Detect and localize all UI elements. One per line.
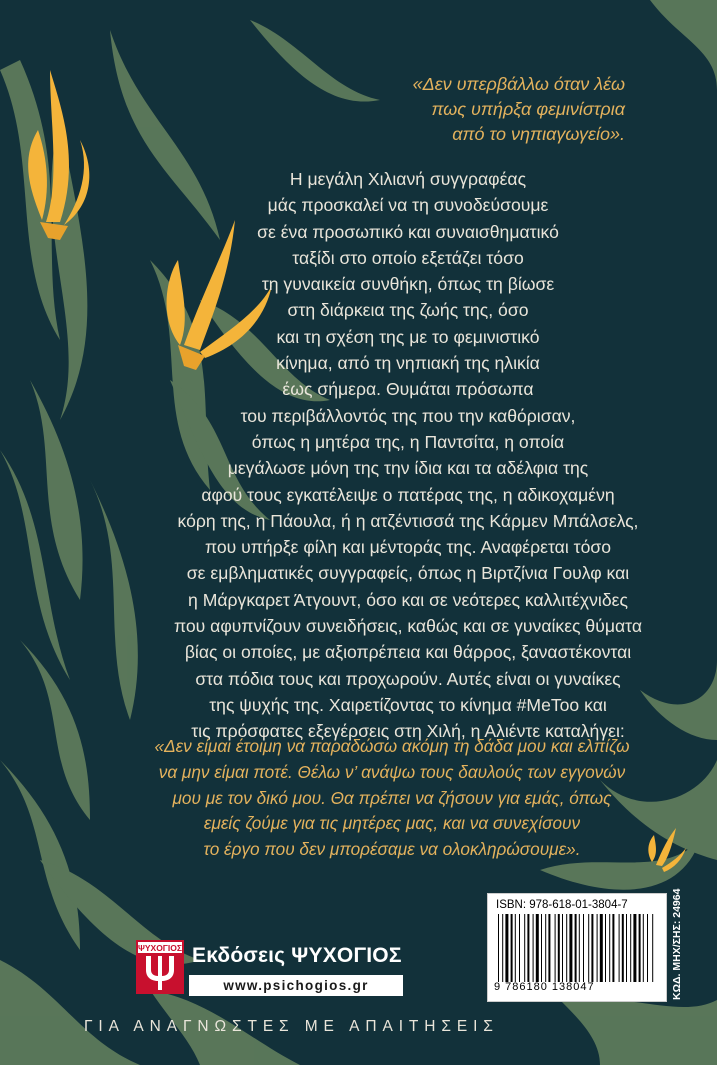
logo-text: ΨΥΧΟΓΙΟΣ — [137, 943, 183, 953]
blurb-line: η Μάργκαρετ Άτγουντ, όσο και σε νεότερες καλλιτέχνιδες — [188, 589, 628, 610]
barcode-digits: 9 786180 138047 — [494, 981, 595, 993]
top-quote-line: από το νηπιαγωγείο». — [452, 124, 625, 144]
blurb-line: μάς προσκαλεί να τη συνοδεύσουμε — [267, 195, 549, 216]
blurb-line: έως σήμερα. Θυμάται πρόσωπα — [282, 379, 534, 400]
bottom-quote — [92, 734, 692, 863]
blurb-line: βίας οι οποίες, με αξιοπρέπεια και θάρρος, ξαναστέκονται — [184, 642, 632, 663]
bottom-quote-line: μου με τον δικό μου. Θα πρέπει να ζήσουν για εμάς, όπως — [172, 787, 612, 808]
blurb-line: και τη σχέση της με το φεμινιστικό — [276, 326, 540, 347]
bottom-quote-line: «Δεν είμαι έτοιμη να παραδώσω ακόμη τη δάδα μου και ελπίζω — [154, 736, 630, 756]
blurb-line: αφού τους εγκατέλειψε ο πατέρας της, η αδικοχαμένη — [201, 484, 615, 505]
blurb-line: που αφυπνίζουν συνειδήσεις, καθώς και σε γυναίκες θύματα — [173, 616, 643, 637]
blurb-line: μεγάλωσε μόνη της την ίδια και τα αδέλφια της — [227, 458, 589, 479]
barcode-box — [487, 893, 667, 1002]
isbn-label: ISBN: 978-618-01-3804-7 — [496, 899, 628, 911]
blurb-text — [132, 166, 684, 745]
blurb-line: όπως η μητέρα της, η Παντσίτα, η οποία — [251, 431, 565, 452]
blurb-line: τη γυναικεία συνθήκη, όπως τη βίωσε — [261, 274, 555, 295]
blurb-line: στη διάρκεια της ζωής της, όσο — [287, 300, 529, 321]
top-quote-line: «Δεν υπερβάλλω όταν λέω — [412, 74, 625, 94]
top-quote — [413, 72, 625, 147]
product-code: ΚΩΔ. ΜΗΧ/ΣΗΣ: 24964 — [671, 888, 683, 1000]
psi-logo-icon — [136, 940, 184, 994]
blurb-line: Η μεγάλη Χιλιανή συγγραφέας — [289, 169, 527, 189]
blurb-line: στα πόδια τους και προχωρούν. Αυτές είναι οι γυναίκες — [195, 668, 621, 689]
blurb-line: τις πρόσφατες εξεγέρσεις στη Χιλή, η Αλιέντε καταλήγει: — [191, 721, 625, 742]
publisher-url[interactable]: www.psichogios.gr — [189, 975, 403, 996]
bottom-quote-line: να μην είμαι ποτέ. Θέλω ν’ ανάψω τους δαυλούς των εγγονών — [158, 761, 626, 782]
blurb-line: σε εμβληματικές συγγραφείς, όπως η Βιρτζίνια Γουλφ και — [186, 563, 630, 584]
publisher-name: Εκδόσεις ΨΥΧΟΓΙΟΣ — [192, 944, 402, 967]
blurb-line: της ψυχής της. Χαιρετίζοντας το κίνημα #MeToo και — [209, 694, 607, 715]
barcode-icon — [496, 914, 658, 982]
bottom-quote-line: εμείς ζούμε για τις μητέρες μας, και να συνεχίσουν — [203, 813, 581, 834]
blurb-line: κίνημα, από τη νηπιακή της ηλικία — [276, 353, 540, 374]
bottom-quote-line: το έργο που δεν μπορέσαμε να ολοκληρώσουμε». — [203, 839, 581, 860]
blurb-line: σε ένα προσωπικό και συναισθηματικό — [257, 221, 559, 242]
tagline: ΓΙΑ ΑΝΑΓΝΩΣΤΕΣ ΜΕ ΑΠΑΙΤΗΣΕΙΣ — [84, 1018, 499, 1035]
blurb-line: που υπήρξε φίλη και μέντοράς της. Αναφέρεται τόσο — [204, 537, 612, 558]
blurb-line: κόρη της, η Πάουλα, ή η ατζέντισσά της Κάρμεν Μπάλσελς, — [177, 510, 639, 531]
blurb-line: του περιβάλλοντός της που την καθόρισαν, — [240, 405, 576, 426]
top-quote-line: πως υπήρξα φεμινίστρια — [431, 99, 625, 119]
blurb-line: ταξίδι στο οποίο εξετάζει τόσο — [292, 247, 524, 268]
